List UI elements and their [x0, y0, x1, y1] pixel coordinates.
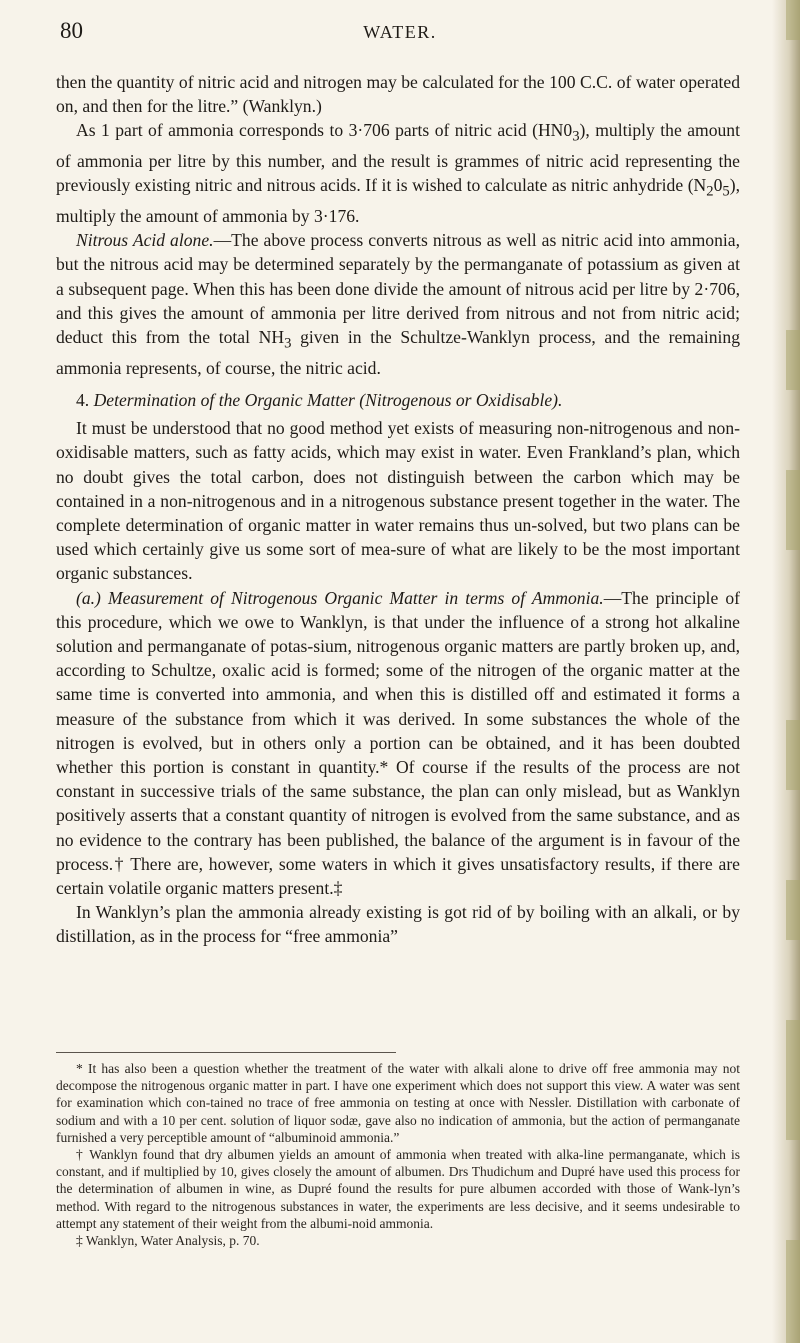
section-title-nitrous-acid: Nitrous Acid alone. [76, 230, 214, 251]
paragraph-continuation: then the quantity of nitric acid and nitrogen may be calculated for the 100 C.C. of water operated on, and then for the litre.” (Wanklyn.) [56, 72, 740, 117]
footnote-double-dagger: ‡ Wanklyn, Water Analysis, p. 70. [76, 1233, 260, 1249]
paragraph-ammonia-conversion: As 1 part of ammonia corresponds to 3·706 parts of nitric acid $(HN0_3)$, multiply the amount of ammonia per litre by this number, and the result is grammes of nitric acid representing the previously existing nitric and nitrous acids. If it is wished to calculate as nitric anhydride $(N_20_5)$, multiply the amount of ammonia by 3·176. [56, 120, 740, 227]
footnote-divider [56, 1052, 396, 1053]
page-edge-tabs [782, 0, 800, 1343]
paragraph-measuring-organic: It must be understood that no good method yet exists of measuring non-nitrogenous and non-oxidisable matters, such as fatty acids, which may exist in water. Even Frankland’s plan, which no doubt gives the total carbon, does not distinguish between the carbon which may be contained in a non-nitrogenous and in a nitrogenous substance present together in the water. The complete determination of organic matter in water remains thus un-solved, but two plans can be used which certainly give us some sort of mea-sure of what are likely to be the most important organic substances. [56, 418, 740, 584]
subscript: 2 [706, 183, 714, 200]
footnotes [56, 1060, 740, 1249]
section-heading-organic-matter: 4. Determination of the Organic Matter (Nitrogenous or Oxidisable). [76, 389, 563, 410]
paragraph-wanklyn-plan: In Wanklyn’s plan the ammonia already existing is got rid of by boiling with an alkali, or by distillation, as in the process for “free ammonia” [56, 902, 740, 947]
paragraph-measurement-ammonia: (a.) Measurement of Nitrogenous Organic Matter in terms of Ammonia.—The principle of this procedure, which we owe to Wanklyn, is that under the influence of a strong hot alkaline solution and permanganate of potas-sium, nitrogenous organic matters are partly broken up, and, according to Schultze, oxalic acid is formed; some of the nitrogen of the organic matter at the same time is converted into ammonia, and when this is distilled off and estimated it forms a measure of the substance from which it was derived. In some substances the whole of the nitrogen is evolved, but in others only a portion can be obtained, and it has been doubted whether this portion is constant in quantity.* Of course if the results of the process are not constant in successive trials of the same substance, the plan can only mislead, but as Wanklyn positively asserts that a constant quantity of nitrogen is evolved from the same substance, and as no evidence to the contrary has been published, the balance of the argument is in favour of the process.† There are, however, some waters in which it gives unsatisfactory results, if there are certain volatile organic matters present.‡ [56, 587, 740, 899]
section-title-measurement: Measurement of Nitrogenous Organic Matter in terms of Ammonia. [108, 587, 604, 608]
subscript: 3 [284, 335, 292, 352]
running-head: WATER. [363, 22, 437, 42]
subscript: 3 [572, 128, 580, 145]
footnote-dagger: † Wanklyn found that dry albumen yields an amount of ammonia when treated with alka-line permanganate, which is constant, and if multiplied by 10, gives closely the amount of albumen. Drs Thudichum and Dupré have used this process for the determination of albumen in wine, as Dupré found the results for pure albumen accorded with those of Wank-lyn’s method. With regard to the nitrogenous substances in water, the experiments are less decisive, and it seems undesirable to attempt any statement of their weight from the albumi-noid ammonia. [56, 1147, 740, 1231]
page-header [0, 16, 800, 50]
page-number: 80 [60, 18, 83, 43]
body-text [56, 70, 740, 949]
footnote-asterisk: * It has also been a question whether the treatment of the water with alkali alone to drive off free ammonia may not decompose the nitrogenous organic matter in part. I have one experiment which does not support this view. A water was sent for examination which con-tained no trace of free ammonia on testing at once with Nessler. Distillation with carbonate of sodium and with a 10 per cent. solution of liquor sodæ, gave also no indication of ammonia, but the action of permanganate furnished a very perceptible amount of “albuminoid ammonia.” [56, 1061, 740, 1145]
paragraph-nitrous-acid: Nitrous Acid alone.—The above process converts nitrous as well as nitric acid into ammonia, but the nitrous acid may be determined separately by the permanganate of potassium as given at a subsequent page. When this has been done divide the amount of nitrous acid per litre by 2·706, and this gives the amount of ammonia per litre derived from nitrous and not from nitric acid; deduct this from the total $NH_3$ given in the Schultze-Wanklyn process, and the remaining ammonia represents, of course, the nitric acid. [56, 230, 740, 378]
subscript: 5 [722, 183, 730, 200]
